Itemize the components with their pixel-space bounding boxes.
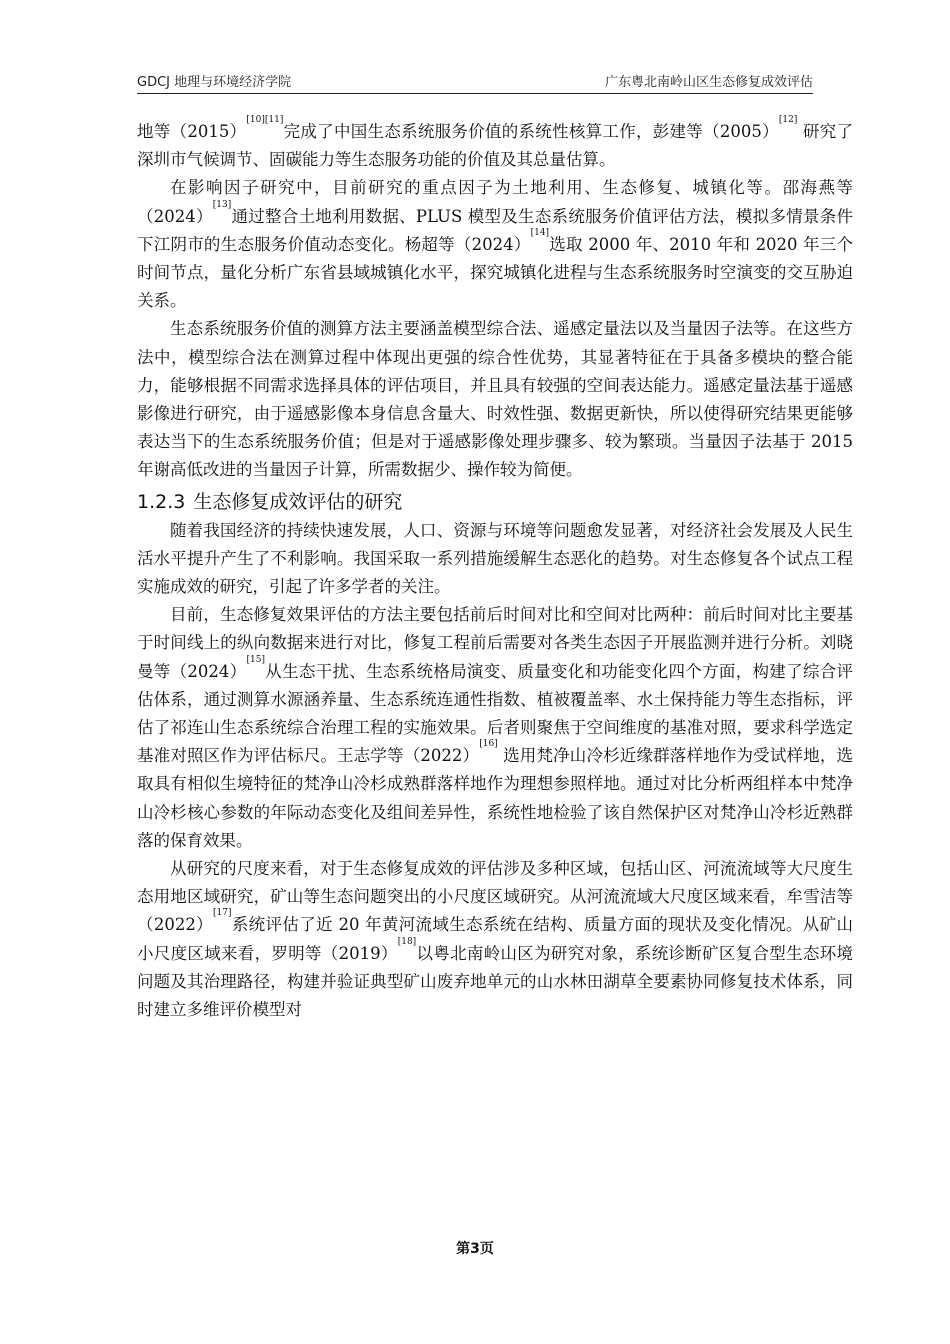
- citation-ref: [13]: [212, 199, 232, 210]
- header-divider: [137, 93, 813, 94]
- paragraph-text: 系统评估了近 20 年黄河流域生态系统在结构、质量方面的现状及变化情况。从矿山小尺度区域来看，罗明等（2019）: [137, 915, 853, 963]
- paragraph-text: 选用梵净山冷杉近缘群落样地作为受试样地，选取具有相似生境特征的梵净山冷杉成熟群落样地作为理想参照样地。通过对比分析两组样本中梵净山冷杉核心参数的年际动态变化及组间差异性，系统性地检验了该自然保护区对梵净山冷杉近熟群落的保育效果。: [137, 746, 854, 850]
- header-right-text: 广东粤北南岭山区生态修复成效评估: [604, 75, 813, 90]
- paragraph-1: [137, 115, 853, 174]
- paragraph-6: [137, 855, 853, 1024]
- paragraph-text: 选取 2000 年、2010 年和 2020 年三个时间节点，量化分析广东省县域城镇化水平，探究城镇化进程与生态系统服务时空演变的交互胁迫关系。: [137, 234, 853, 311]
- page-header: [137, 70, 813, 90]
- paragraph-text: 目前，生态修复效果评估的方法主要包括前后时间对比和空间对比两种：前后时间对比主要基于时间线上的纵向数据来进行对比，修复工程前后需要对各类生态因子开展监测并进行分析。刘晓曼等（2024）: [137, 605, 853, 681]
- paragraph-text: 以粤北南岭山区为研究对象，系统诊断矿区复合型生态环境问题及其治理路径，构建并验证典型矿山废弃地单元的山水林田湖草全要素协同修复技术体系，同时建立多维评价模型对: [137, 943, 853, 1020]
- paragraph-2: [137, 174, 853, 315]
- citation-ref: [10][11]: [246, 115, 284, 125]
- paragraph-text: 从研究的尺度来看，对于生态修复成效的评估涉及多种区域，包括山区、河流流域等大尺度生态用地区域研究，矿山等生态问题突出的小尺度区域研究。从河流流域大尺度区域来看，牟雪洁等（2022）: [137, 859, 853, 935]
- citation-ref: [18]: [397, 936, 417, 947]
- paragraph-3: [137, 315, 853, 484]
- section-number: 1.2.3: [137, 490, 186, 513]
- citation-ref: [16]: [479, 739, 498, 750]
- page-body: [137, 115, 854, 1024]
- page-number: 第3页: [456, 1241, 494, 1257]
- section-title: 生态修复成效评估的研究: [193, 490, 403, 513]
- paragraph-text: 通过整合土地利用数据、PLUS 模型及生态系统服务价值评估方法，模拟多情景条件下江阴市的生态服务价值动态变化。杨超等（2024）: [137, 206, 853, 254]
- citation-ref: [15]: [246, 654, 265, 665]
- citation-ref: [14]: [530, 227, 550, 238]
- citation-ref: [12]: [778, 115, 798, 125]
- citation-ref: [17]: [213, 908, 232, 919]
- paragraph-text: 地等（2015）: [137, 122, 247, 141]
- paragraph-text: 完成了中国生态系统服务价值的系统性核算工作，彭建等（2005）: [283, 122, 779, 141]
- paragraph-text: 研究了深圳市气候调节、固碳能力等生态服务功能的价值及其总量估算。: [137, 122, 853, 170]
- paragraph-text: 生态系统服务价值的测算方法主要涵盖模型综合法、遥感定量法以及当量因子法等。在这些方法中，模型综合法在测算过程中体现出更强的综合性优势，其显著特征在于具备多模块的整合能力，能够根据不同需求选择具体的评估项目，并且具有较强的空间表达能力。遥感定量法基于遥感影像进行研究，由于遥感影像本身信息含量大、时效性强、数据更新快，所以使得研究结果更能够表达当下的生态系统服务价值；但是对于遥感影像处理步骤多、较为繁琐。当量因子法基于 2015 年谢高低改进的当量因子计算，所需数据少、操作较为简便。: [137, 319, 853, 480]
- paragraph-text: 从生态干扰、生态系统格局演变、质量变化和功能变化四个方面，构建了综合评估体系，通过测算水源涵养量、生态系统连通性指数、植被覆盖率、水土保持能力等生态指标，评估了祁连山生态系统综合治理工程的实施效果。后者则聚焦于空间维度的基准对照，要求科学选定基准对照区作为评估标尺。王志学等（2022）: [137, 661, 853, 766]
- paragraph-text: 在影响因子研究中，目前研究的重点因子为土地利用、生态修复、城镇化等。邵海燕等（2024）: [137, 178, 853, 226]
- paragraph-text: 随着我国经济的持续快速发展，人口、资源与环境等问题愈发显著，对经济社会发展及人民生活水平提升产生了不利影响。我国采取一系列措施缓解生态恶化的趋势。对生态修复各个试点工程实施成效的研究，引起了许多学者的关注。: [137, 520, 853, 597]
- paragraph-5: [137, 601, 853, 855]
- paragraph-4: [137, 517, 853, 602]
- header-left-text: GDCJ 地理与环境经济学院: [137, 75, 292, 90]
- section-heading: [137, 487, 853, 517]
